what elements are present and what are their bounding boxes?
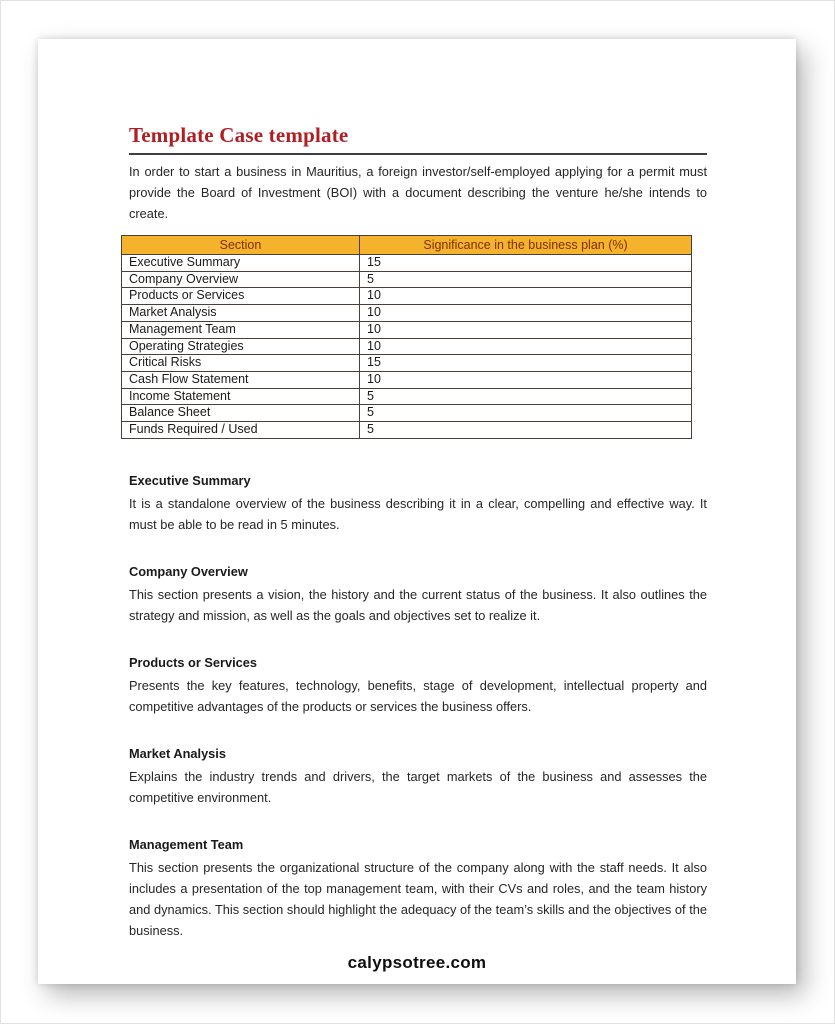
section-name-cell: Operating Strategies — [122, 338, 360, 355]
table-header-section: Section — [122, 236, 360, 255]
significance-value-cell: 5 — [360, 271, 692, 288]
footer-site-name: calypsotree.com — [347, 953, 487, 972]
document-title: Template Case template — [129, 123, 707, 155]
significance-value-cell: 10 — [360, 288, 692, 305]
table-row — [122, 321, 692, 338]
significance-table — [121, 235, 692, 439]
section-name-cell: Balance Sheet — [122, 405, 360, 422]
intro-paragraph: In order to start a business in Mauritius, a foreign investor/self-employed applying for a permit must provide the Board of Investment (BOI) with a document describing the venture he/she intends to create. — [129, 164, 707, 221]
table-row — [122, 371, 692, 388]
section-body: This section presents a vision, the history and the current status of the business. It also outlines the strategy and mission, as well as the goals and objectives set to realize it. — [129, 586, 707, 623]
section-body: Explains the industry trends and drivers, the target markets of the business and assesses the competitive environment. — [129, 768, 707, 805]
section-name-cell: Executive Summary — [122, 255, 360, 272]
significance-value-cell: 15 — [360, 255, 692, 272]
table-row — [122, 338, 692, 355]
section-name-cell: Market Analysis — [122, 305, 360, 322]
section-block — [129, 652, 707, 717]
significance-value-cell: 5 — [360, 405, 692, 422]
section-heading: Company Overview — [129, 563, 248, 579]
document-content — [129, 123, 707, 941]
section-name-cell: Company Overview — [122, 271, 360, 288]
section-heading: Products or Services — [129, 654, 258, 670]
significance-value-cell: 10 — [360, 321, 692, 338]
section-name-cell: Income Statement — [122, 388, 360, 405]
significance-value-cell: 10 — [360, 338, 692, 355]
section-block — [129, 743, 707, 808]
table-row — [122, 255, 692, 272]
significance-value-cell: 10 — [360, 305, 692, 322]
table-row — [122, 288, 692, 305]
section-descriptions — [129, 470, 707, 941]
significance-value-cell: 5 — [360, 388, 692, 405]
table-row — [122, 355, 692, 372]
significance-value-cell: 5 — [360, 422, 692, 439]
section-name-cell: Management Team — [122, 321, 360, 338]
table-row — [122, 271, 692, 288]
section-name-cell: Products or Services — [122, 288, 360, 305]
section-block — [129, 561, 707, 626]
significance-value-cell: 15 — [360, 355, 692, 372]
table-row — [122, 405, 692, 422]
table-row — [122, 422, 692, 439]
section-heading: Executive Summary — [129, 472, 251, 488]
section-heading: Market Analysis — [129, 745, 226, 761]
section-name-cell: Funds Required / Used — [122, 422, 360, 439]
section-body: This section presents the organizational structure of the company along with the staff needs. It also includes a presentation of the top management team, with their CVs and roles, and the team history and dynamics. This section should highlight the adequacy of the team’s skills and the objectives of the business. — [129, 859, 707, 938]
section-heading: Management Team — [129, 836, 244, 852]
table-header-row — [122, 236, 692, 255]
section-name-cell: Cash Flow Statement — [122, 371, 360, 388]
section-block — [129, 834, 707, 941]
table-row — [122, 388, 692, 405]
section-body: Presents the key features, technology, benefits, stage of development, intellectual property and competitive advantages of the products or services the business offers. — [129, 677, 707, 714]
document-page — [38, 39, 796, 984]
table-row — [122, 305, 692, 322]
significance-value-cell: 10 — [360, 371, 692, 388]
section-block — [129, 470, 707, 535]
section-body: It is a standalone overview of the business describing it in a clear, compelling and effective way. It must be able to be read in 5 minutes. — [129, 495, 707, 532]
section-name-cell: Critical Risks — [122, 355, 360, 372]
table-header-significance: Significance in the business plan (%) — [360, 236, 692, 255]
